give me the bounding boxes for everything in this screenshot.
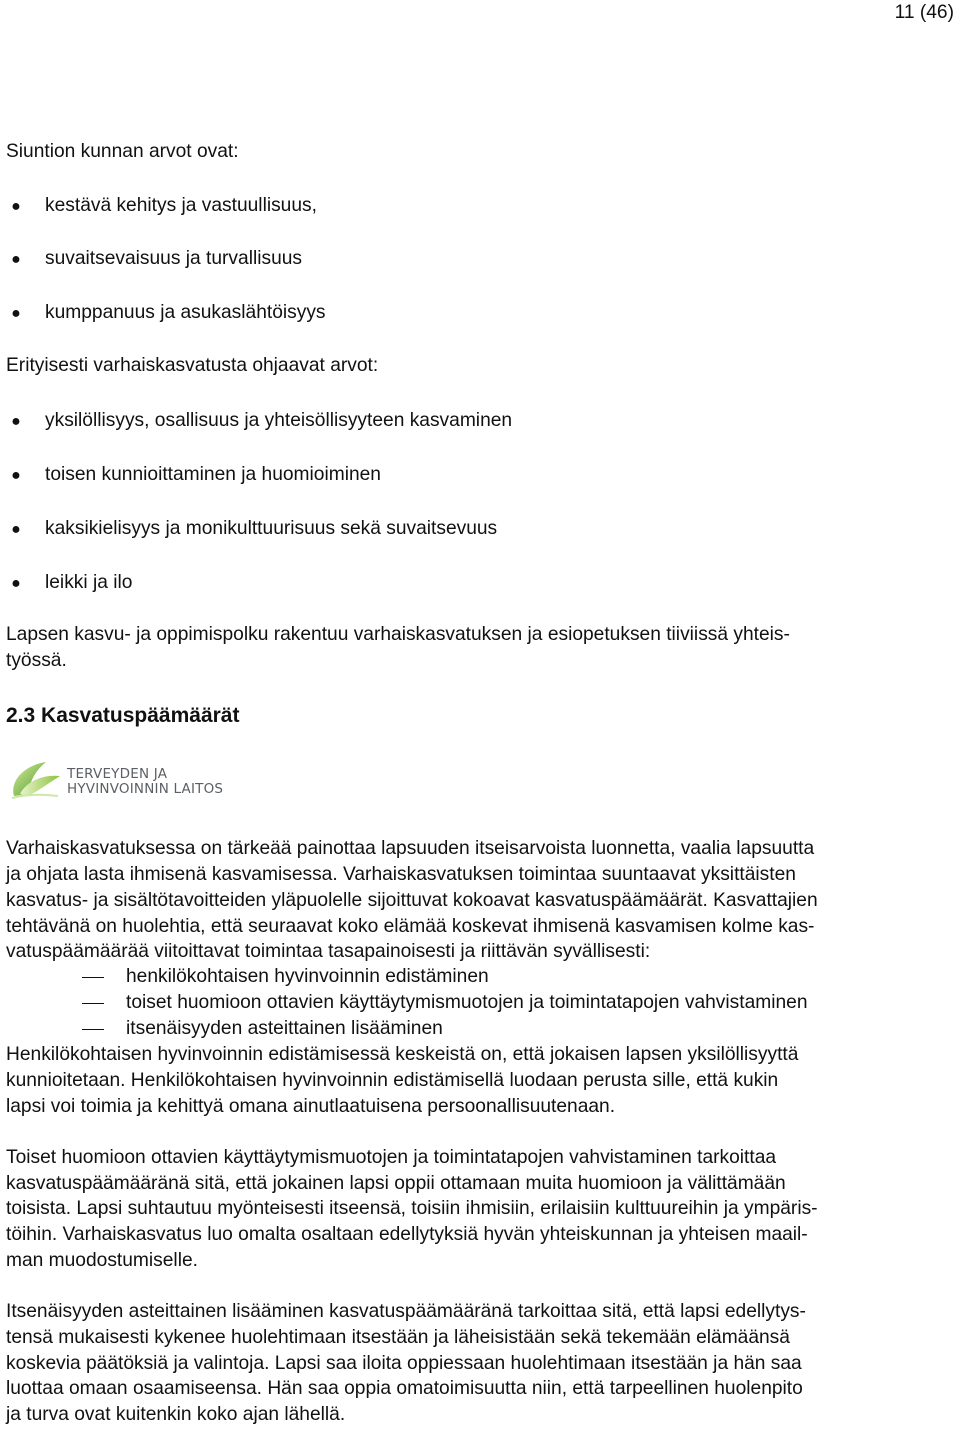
paragraph-line: Varhaiskasvatuksessa on tärkeää painottaa lapsuuden itseisarvoista luonnetta, vaalia lapsuutta: [6, 838, 815, 859]
paragraph-line: töihin. Varhaiskasvatus luo omalta osaltaan edellytyksiä hyvän yhteiskunnan ja yhteisen maail-: [6, 1224, 808, 1245]
paragraph-line: lapsi voi toimia ja kehittyä omana ainutlaatuisena persoonallisuutenaan.: [6, 1096, 616, 1117]
thl-leaf-icon: [6, 756, 66, 804]
paragraph-line: koskevia päätöksiä ja valintoja. Lapsi saa iloita oppiessaan huolehtimaan itsestään ja hän saa: [6, 1353, 802, 1374]
logo-text-line1: TERVEYDEN JA: [67, 766, 168, 782]
bullet-icon: ●: [11, 521, 21, 538]
logo-text-line2: HYVINVOINNIN LAITOS: [67, 781, 224, 797]
list-item-text: kaksikielisyys ja monikulttuurisuus sekä suvaitsevuus: [45, 518, 498, 539]
bullet-icon: ●: [11, 467, 21, 484]
paragraph-line: toisista. Lapsi suhtautuu myönteisesti itseensä, toisiin ihmisiin, erilaisiin kulttuureihin ja ympäris-: [6, 1198, 818, 1219]
paragraph-line: tehtävänä on huolehtia, että seuraavat koko elämää koskevat ihmisenä kasvamisen kolme kas-: [6, 916, 815, 937]
bullet-icon: ●: [11, 575, 21, 592]
list-item-text: leikki ja ilo: [45, 572, 133, 593]
paragraph-line: vatuspäämäärää viitoittavat toimintaa tasapainoisesti ja riittävän syvällisesti:: [6, 941, 651, 962]
list-item-text: henkilökohtaisen hyvinvoinnin edistäminen: [126, 966, 489, 987]
section-heading: 2.3 Kasvatuspäämäärät: [6, 704, 240, 727]
thl-logo: [6, 756, 246, 804]
bullet-icon: ●: [11, 251, 21, 268]
values-intro: Siuntion kunnan arvot ovat:: [6, 141, 239, 162]
list-item-text: suvaitsevaisuus ja turvallisuus: [45, 248, 303, 269]
list-item-text: itsenäisyyden asteittainen lisääminen: [126, 1018, 443, 1039]
dash-icon: [82, 1029, 104, 1030]
bullet-icon: ●: [11, 413, 21, 430]
paragraph-line: tensä mukaisesti kykenee huolehtimaan itsestään ja läheisistään sekä tekemään elämäänsä: [6, 1327, 790, 1348]
dash-icon: [82, 1003, 104, 1004]
bullet-icon: ●: [11, 305, 21, 322]
ecec-intro: Erityisesti varhaiskasvatusta ohjaavat arvot:: [6, 355, 379, 376]
paragraph-line: man muodostumiselle.: [6, 1250, 198, 1271]
bullet-icon: ●: [11, 198, 21, 215]
paragraph-line: ja turva ovat kuitenkin koko ajan lähellä.: [6, 1404, 346, 1425]
paragraph-line: kunnioitetaan. Henkilökohtaisen hyvinvoinnin edistämisellä luodaan perusta sille, että kukin: [6, 1070, 779, 1091]
dash-icon: [82, 977, 104, 978]
paragraph-line: luottaa omaan osaamiseensa. Hän saa oppia omatoimisuutta niin, että tarpeellinen huolenpito: [6, 1378, 803, 1399]
paragraph-line: kasvatuspäämääränä sitä, että jokainen lapsi oppii ottamaan muita huomioon ja välittämään: [6, 1173, 786, 1194]
list-item-text: yksilöllisyys, osallisuus ja yhteisöllisyyteen kasvaminen: [45, 410, 513, 431]
paragraph-line: ja ohjata lasta ihmisenä kasvamisessa. Varhaiskasvatuksen toimintaa suuntaavat yksittäisten: [6, 864, 796, 885]
paragraph-line: Henkilökohtaisen hyvinvoinnin edistämisessä keskeistä on, että jokaisen lapsen yksilöllisyyttä: [6, 1044, 799, 1065]
list-item-text: toiset huomioon ottavien käyttäytymismuotojen ja toimintatapojen vahvistaminen: [126, 992, 808, 1013]
paragraph-line: Lapsen kasvu- ja oppimispolku rakentuu varhaiskasvatuksen ja esiopetuksen tiiviissä yhteis-: [6, 624, 790, 645]
paragraph-line: Toiset huomioon ottavien käyttäytymismuotojen ja toimintatapojen vahvistaminen tarkoittaa: [6, 1147, 777, 1168]
list-item-text: toisen kunnioittaminen ja huomioiminen: [45, 464, 381, 485]
list-item-text: kumppanuus ja asukaslähtöisyys: [45, 302, 326, 323]
list-item-text: kestävä kehitys ja vastuullisuus,: [45, 195, 317, 216]
paragraph-line: Itsenäisyyden asteittainen lisääminen kasvatuspäämääränä tarkoittaa sitä, että lapsi edellytys-: [6, 1301, 806, 1322]
paragraph-line: työssä.: [6, 650, 67, 671]
paragraph-line: kasvatus- ja sisältötavoitteiden yläpuolelle sijoittuvat kokoavat kasvatuspäämäärät. Kasvattajien: [6, 890, 818, 911]
page-number: 11 (46): [894, 2, 954, 23]
